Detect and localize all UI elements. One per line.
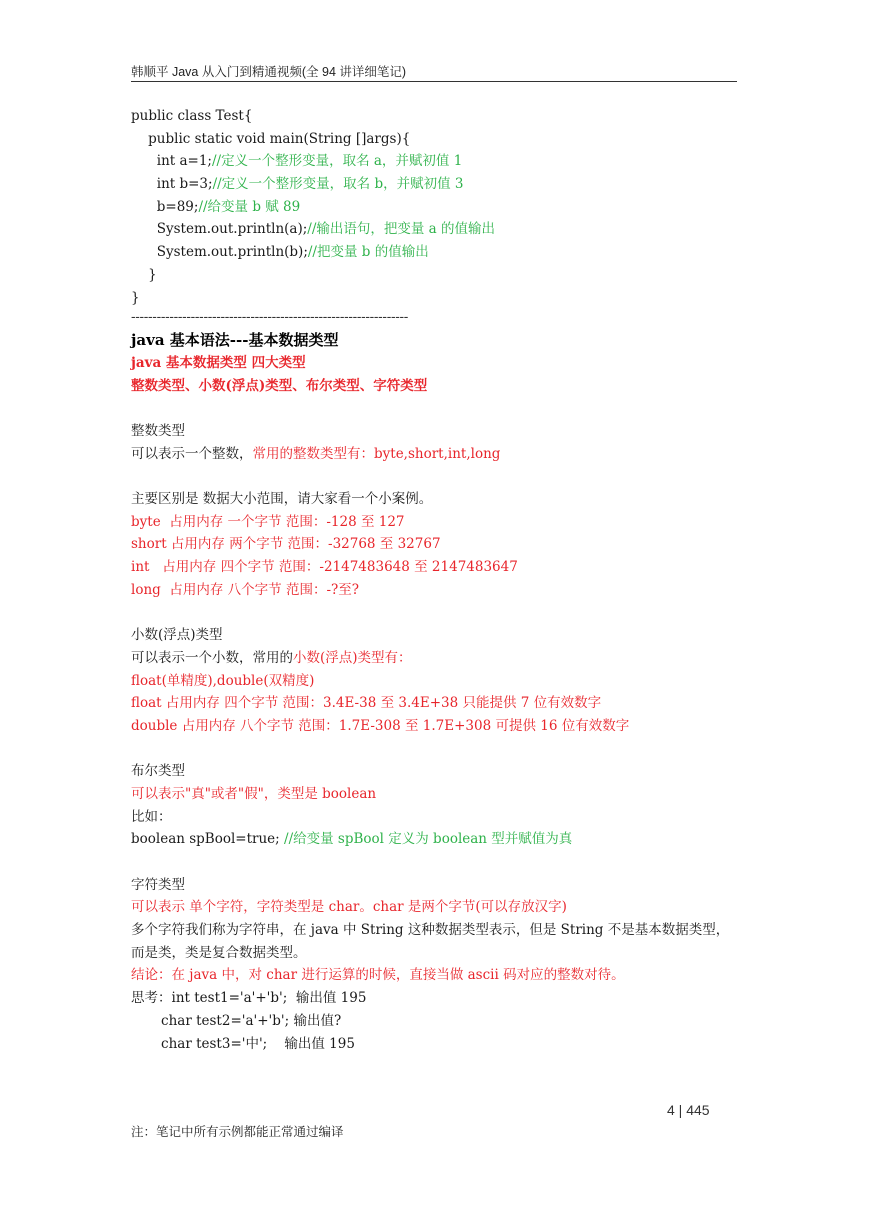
char-desc: 可以表示 单个字符，字符类型是 char。char 是两个字节(可以存放汉字) xyxy=(131,899,567,916)
string-note: 多个字符我们称为字符串，在 java 中 String 这种数据类型表示，但是 String 不是基本数据类型，而是类，类是复合数据类型。 xyxy=(131,922,730,961)
char-title: 字符类型 xyxy=(131,876,185,893)
code-text: int a=1; xyxy=(131,153,212,170)
byte-range: byte 占用内存 一个字节 范围：-128 至 127 xyxy=(131,513,405,530)
float-desc xyxy=(131,647,741,670)
boolean-example-label: 比如： xyxy=(131,808,172,825)
code-line xyxy=(131,173,741,196)
code-line xyxy=(131,241,741,264)
integer-diff: 主要区别是 数据大小范围，请大家看一个小案例。 xyxy=(131,491,433,507)
float-title: 小数(浮点)类型 xyxy=(131,627,223,644)
spacer xyxy=(131,397,741,420)
boolean-example-code: boolean spBool=true; xyxy=(131,831,285,848)
spacer xyxy=(131,851,741,874)
spacer xyxy=(131,601,741,624)
code-line: } xyxy=(131,266,157,283)
char-conclusion: 结论：在 java 中，对 char 进行运算的时候，直接当做 ascii 码对应的整数对待。 xyxy=(131,967,625,984)
boolean-desc: 可以表示"真"或者"假"，类型是 boolean xyxy=(131,785,377,802)
short-range: short 占用内存 两个字节 范围：-32768 至 32767 xyxy=(131,536,441,553)
code-text: int b=3; xyxy=(131,176,213,193)
boolean-example-comment: //给变量 spBool 定义为 boolean 型并赋值为真 xyxy=(284,831,573,848)
subtitle-four-types: java 基本数据类型 四大类型 xyxy=(131,354,306,371)
integer-desc-plain: 可以表示一个整数， xyxy=(131,445,253,462)
float-desc-plain: 可以表示一个小数，常用的 xyxy=(131,649,293,666)
code-text: b=89; xyxy=(131,198,199,215)
float-range: float 占用内存 四个字节 范围：3.4E-38 至 3.4E+38 只能提供 7 位有效数字 xyxy=(131,695,602,712)
subtitle-type-list: 整数类型、小数(浮点)类型、布尔类型、字符类型 xyxy=(131,377,428,394)
think-line: char test2='a'+'b'; 输出值? xyxy=(131,1012,342,1029)
think-line: char test3='中'; 输出值 195 xyxy=(131,1035,355,1052)
int-range: int 占用内存 四个字节 范围：-2147483648 至 2147483647 xyxy=(131,559,518,576)
integer-desc xyxy=(131,443,741,466)
footer-note: 注：笔记中所有示例都能正常通过编译 xyxy=(131,1125,344,1139)
page-header: 韩顺平 Java 从入门到精通视频(全 94 讲详细笔记) xyxy=(131,65,407,79)
code-comment: //把变量 b 的值输出 xyxy=(307,244,429,261)
section-title: java 基本语法---基本数据类型 xyxy=(131,331,339,350)
boolean-title: 布尔类型 xyxy=(131,763,185,780)
code-line xyxy=(131,150,741,173)
code-comment: //给变量 b 赋 89 xyxy=(198,198,301,215)
section-divider: ----------------------------------------------------------------- xyxy=(131,309,408,326)
integer-title: 整数类型 xyxy=(131,422,185,439)
page-number: 4 | 445 xyxy=(667,1102,710,1118)
code-comment: //定义一个整形变量，取名 a，并赋初值 1 xyxy=(211,153,463,170)
code-line: } xyxy=(131,289,140,306)
header-rule xyxy=(131,81,737,82)
long-range: long 占用内存 八个字节 范围：-?至? xyxy=(131,581,359,598)
float-desc-red: 小数(浮点)类型有： xyxy=(293,649,412,666)
code-comment: //输出语句，把变量 a 的值输出 xyxy=(307,221,496,238)
code-line: public static void main(String []args){ xyxy=(131,130,411,147)
code-text: System.out.println(b); xyxy=(131,244,308,261)
code-text: System.out.println(a); xyxy=(131,221,308,238)
spacer xyxy=(131,738,741,761)
code-line xyxy=(131,196,741,219)
boolean-example xyxy=(131,828,741,851)
think-line: 思考：int test1='a'+'b'; 输出值 195 xyxy=(131,990,367,1007)
integer-desc-red: 常用的整数类型有：byte,short,int,long xyxy=(252,445,501,462)
code-comment: //定义一个整形变量，取名 b，并赋初值 3 xyxy=(212,176,464,193)
code-line xyxy=(131,218,741,241)
float-types: float(单精度),double(双精度) xyxy=(131,672,315,689)
document-body xyxy=(131,105,741,1055)
spacer xyxy=(131,465,741,488)
double-range: double 占用内存 八个字节 范围：1.7E-308 至 1.7E+308 可提供 16 位有效数字 xyxy=(131,717,630,734)
code-line: public class Test{ xyxy=(131,108,253,124)
